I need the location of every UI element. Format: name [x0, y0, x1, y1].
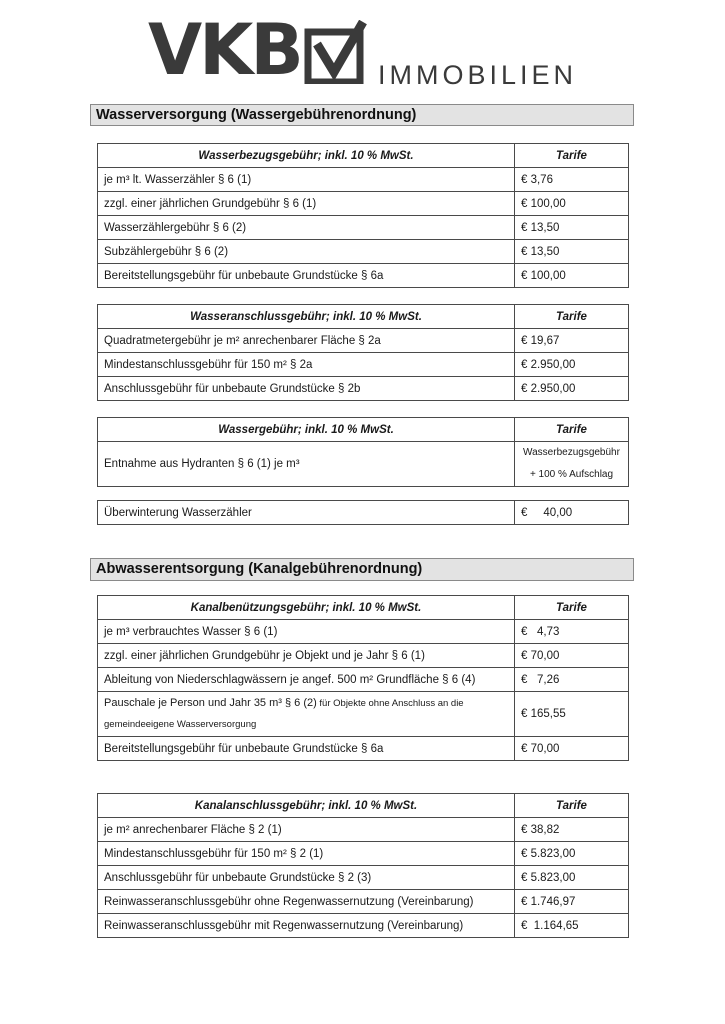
table-row: [98, 842, 629, 866]
row-price: € 5.823,00: [515, 866, 629, 890]
row-price: € 7,26: [515, 668, 629, 692]
row-price: € 2.950,00: [515, 353, 629, 377]
row-price: [515, 442, 629, 487]
table-row: [98, 501, 629, 525]
table-row: [98, 192, 629, 216]
table-header-row: [98, 305, 629, 329]
column-header-tarife: Tarife: [515, 794, 629, 818]
table-row: [98, 692, 629, 737]
row-price: € 4,73: [515, 620, 629, 644]
row-label: zzgl. einer jährlichen Grundgebühr je Objekt und je Jahr § 6 (1): [98, 644, 515, 668]
row-label: Subzählergebühr § 6 (2): [98, 240, 515, 264]
table-row: [98, 216, 629, 240]
row-label: Mindestanschlussgebühr für 150 m² § 2 (1): [98, 842, 515, 866]
column-header-description: Kanalbenützungsgebühr; inkl. 10 % MwSt.: [98, 596, 515, 620]
table-row: [98, 377, 629, 401]
row-price: € 38,82: [515, 818, 629, 842]
table-row: [98, 442, 629, 487]
row-label-note: für Objekte ohne Anschluss an die gemeindeeigene Wasserversorgung: [104, 698, 464, 730]
logo-suffix: IMMOBILIEN: [378, 60, 578, 90]
column-header-description: Kanalanschlussgebühr; inkl. 10 % MwSt.: [98, 794, 515, 818]
row-label: Überwinterung Wasserzähler: [98, 501, 515, 525]
table-row: [98, 620, 629, 644]
table-row: [98, 737, 629, 761]
row-price: € 2.950,00: [515, 377, 629, 401]
table-kanalanschlussgebuehr: [97, 793, 629, 938]
row-label-main: Pauschale je Person und Jahr 35 m³ § 6 (2): [104, 697, 317, 709]
row-price: € 100,00: [515, 192, 629, 216]
table-header-row: [98, 794, 629, 818]
row-price: € 1.164,65: [515, 914, 629, 938]
logo-brand: VKB: [148, 9, 301, 91]
row-price: € 1.746,97: [515, 890, 629, 914]
row-label: je m² anrechenbarer Fläche § 2 (1): [98, 818, 515, 842]
table-row: [98, 914, 629, 938]
row-label: je m³ lt. Wasserzähler § 6 (1): [98, 168, 515, 192]
row-price: € 70,00: [515, 737, 629, 761]
row-price: € 5.823,00: [515, 842, 629, 866]
row-label: Anschlussgebühr für unbebaute Grundstücke § 2b: [98, 377, 515, 401]
column-header-tarife: Tarife: [515, 144, 629, 168]
section-title-abwasserentsorgung: Abwasserentsorgung (Kanalgebührenordnung): [90, 558, 634, 581]
table-wasseranschlussgebuehr: [97, 304, 629, 401]
table-header-row: [98, 596, 629, 620]
column-header-tarife: Tarife: [515, 418, 629, 442]
table-row: [98, 264, 629, 288]
row-label: Anschlussgebühr für unbebaute Grundstücke § 2 (3): [98, 866, 515, 890]
row-price: € 19,67: [515, 329, 629, 353]
table-row: [98, 240, 629, 264]
column-header-description: Wasseranschlussgebühr; inkl. 10 % MwSt.: [98, 305, 515, 329]
table-kanalbenuetzungsgebuehr: [97, 595, 629, 761]
row-label: Quadratmetergebühr je m² anrechenbarer Fläche § 2a: [98, 329, 515, 353]
column-header-description: Wassergebühr; inkl. 10 % MwSt.: [98, 418, 515, 442]
table-row: [98, 644, 629, 668]
table-wassergebuehr: [97, 417, 629, 487]
section-title-wasserversorgung: Wasserversorgung (Wassergebührenordnung): [90, 104, 634, 126]
table-row: [98, 668, 629, 692]
row-label: Reinwasseranschlussgebühr mit Regenwassernutzung (Vereinbarung): [98, 914, 515, 938]
row-label: Entnahme aus Hydranten § 6 (1) je m³: [98, 442, 515, 487]
row-price: € 70,00: [515, 644, 629, 668]
row-label: [98, 692, 515, 737]
row-price: € 13,50: [515, 216, 629, 240]
row-price-line2: + 100 % Aufschlag: [529, 469, 614, 480]
table-row: [98, 890, 629, 914]
table-row: [98, 353, 629, 377]
row-price: € 100,00: [515, 264, 629, 288]
row-price: € 40,00: [515, 501, 629, 525]
column-header-description: Wasserbezugsgebühr; inkl. 10 % MwSt.: [98, 144, 515, 168]
row-label: Reinwasseranschlussgebühr ohne Regenwassernutzung (Vereinbarung): [98, 890, 515, 914]
table-row: [98, 329, 629, 353]
table-wasserbezugsgebuehr: [97, 143, 629, 288]
row-label: Bereitstellungsgebühr für unbebaute Grundstücke § 6a: [98, 737, 515, 761]
table-header-row: [98, 418, 629, 442]
row-label: Wasserzählergebühr § 6 (2): [98, 216, 515, 240]
row-label: je m³ verbrauchtes Wasser § 6 (1): [98, 620, 515, 644]
column-header-tarife: Tarife: [515, 305, 629, 329]
row-label: Mindestanschlussgebühr für 150 m² § 2a: [98, 353, 515, 377]
table-row: [98, 866, 629, 890]
row-price-line1: Wasserbezugsgebühr: [523, 447, 620, 458]
row-label: Ableitung von Niederschlagwässern je angef. 500 m² Grundfläche § 6 (4): [98, 668, 515, 692]
row-price: € 165,55: [515, 692, 629, 737]
logo-checkbox-icon: [303, 20, 369, 84]
table-ueberwinterung: [97, 500, 629, 525]
table-row: [98, 818, 629, 842]
column-header-tarife: Tarife: [515, 596, 629, 620]
row-price: € 13,50: [515, 240, 629, 264]
table-header-row: [98, 144, 629, 168]
table-row: [98, 168, 629, 192]
row-label: Bereitstellungsgebühr für unbebaute Grundstücke § 6a: [98, 264, 515, 288]
row-price: € 3,76: [515, 168, 629, 192]
row-label: zzgl. einer jährlichen Grundgebühr § 6 (1): [98, 192, 515, 216]
company-logo: [148, 10, 588, 90]
